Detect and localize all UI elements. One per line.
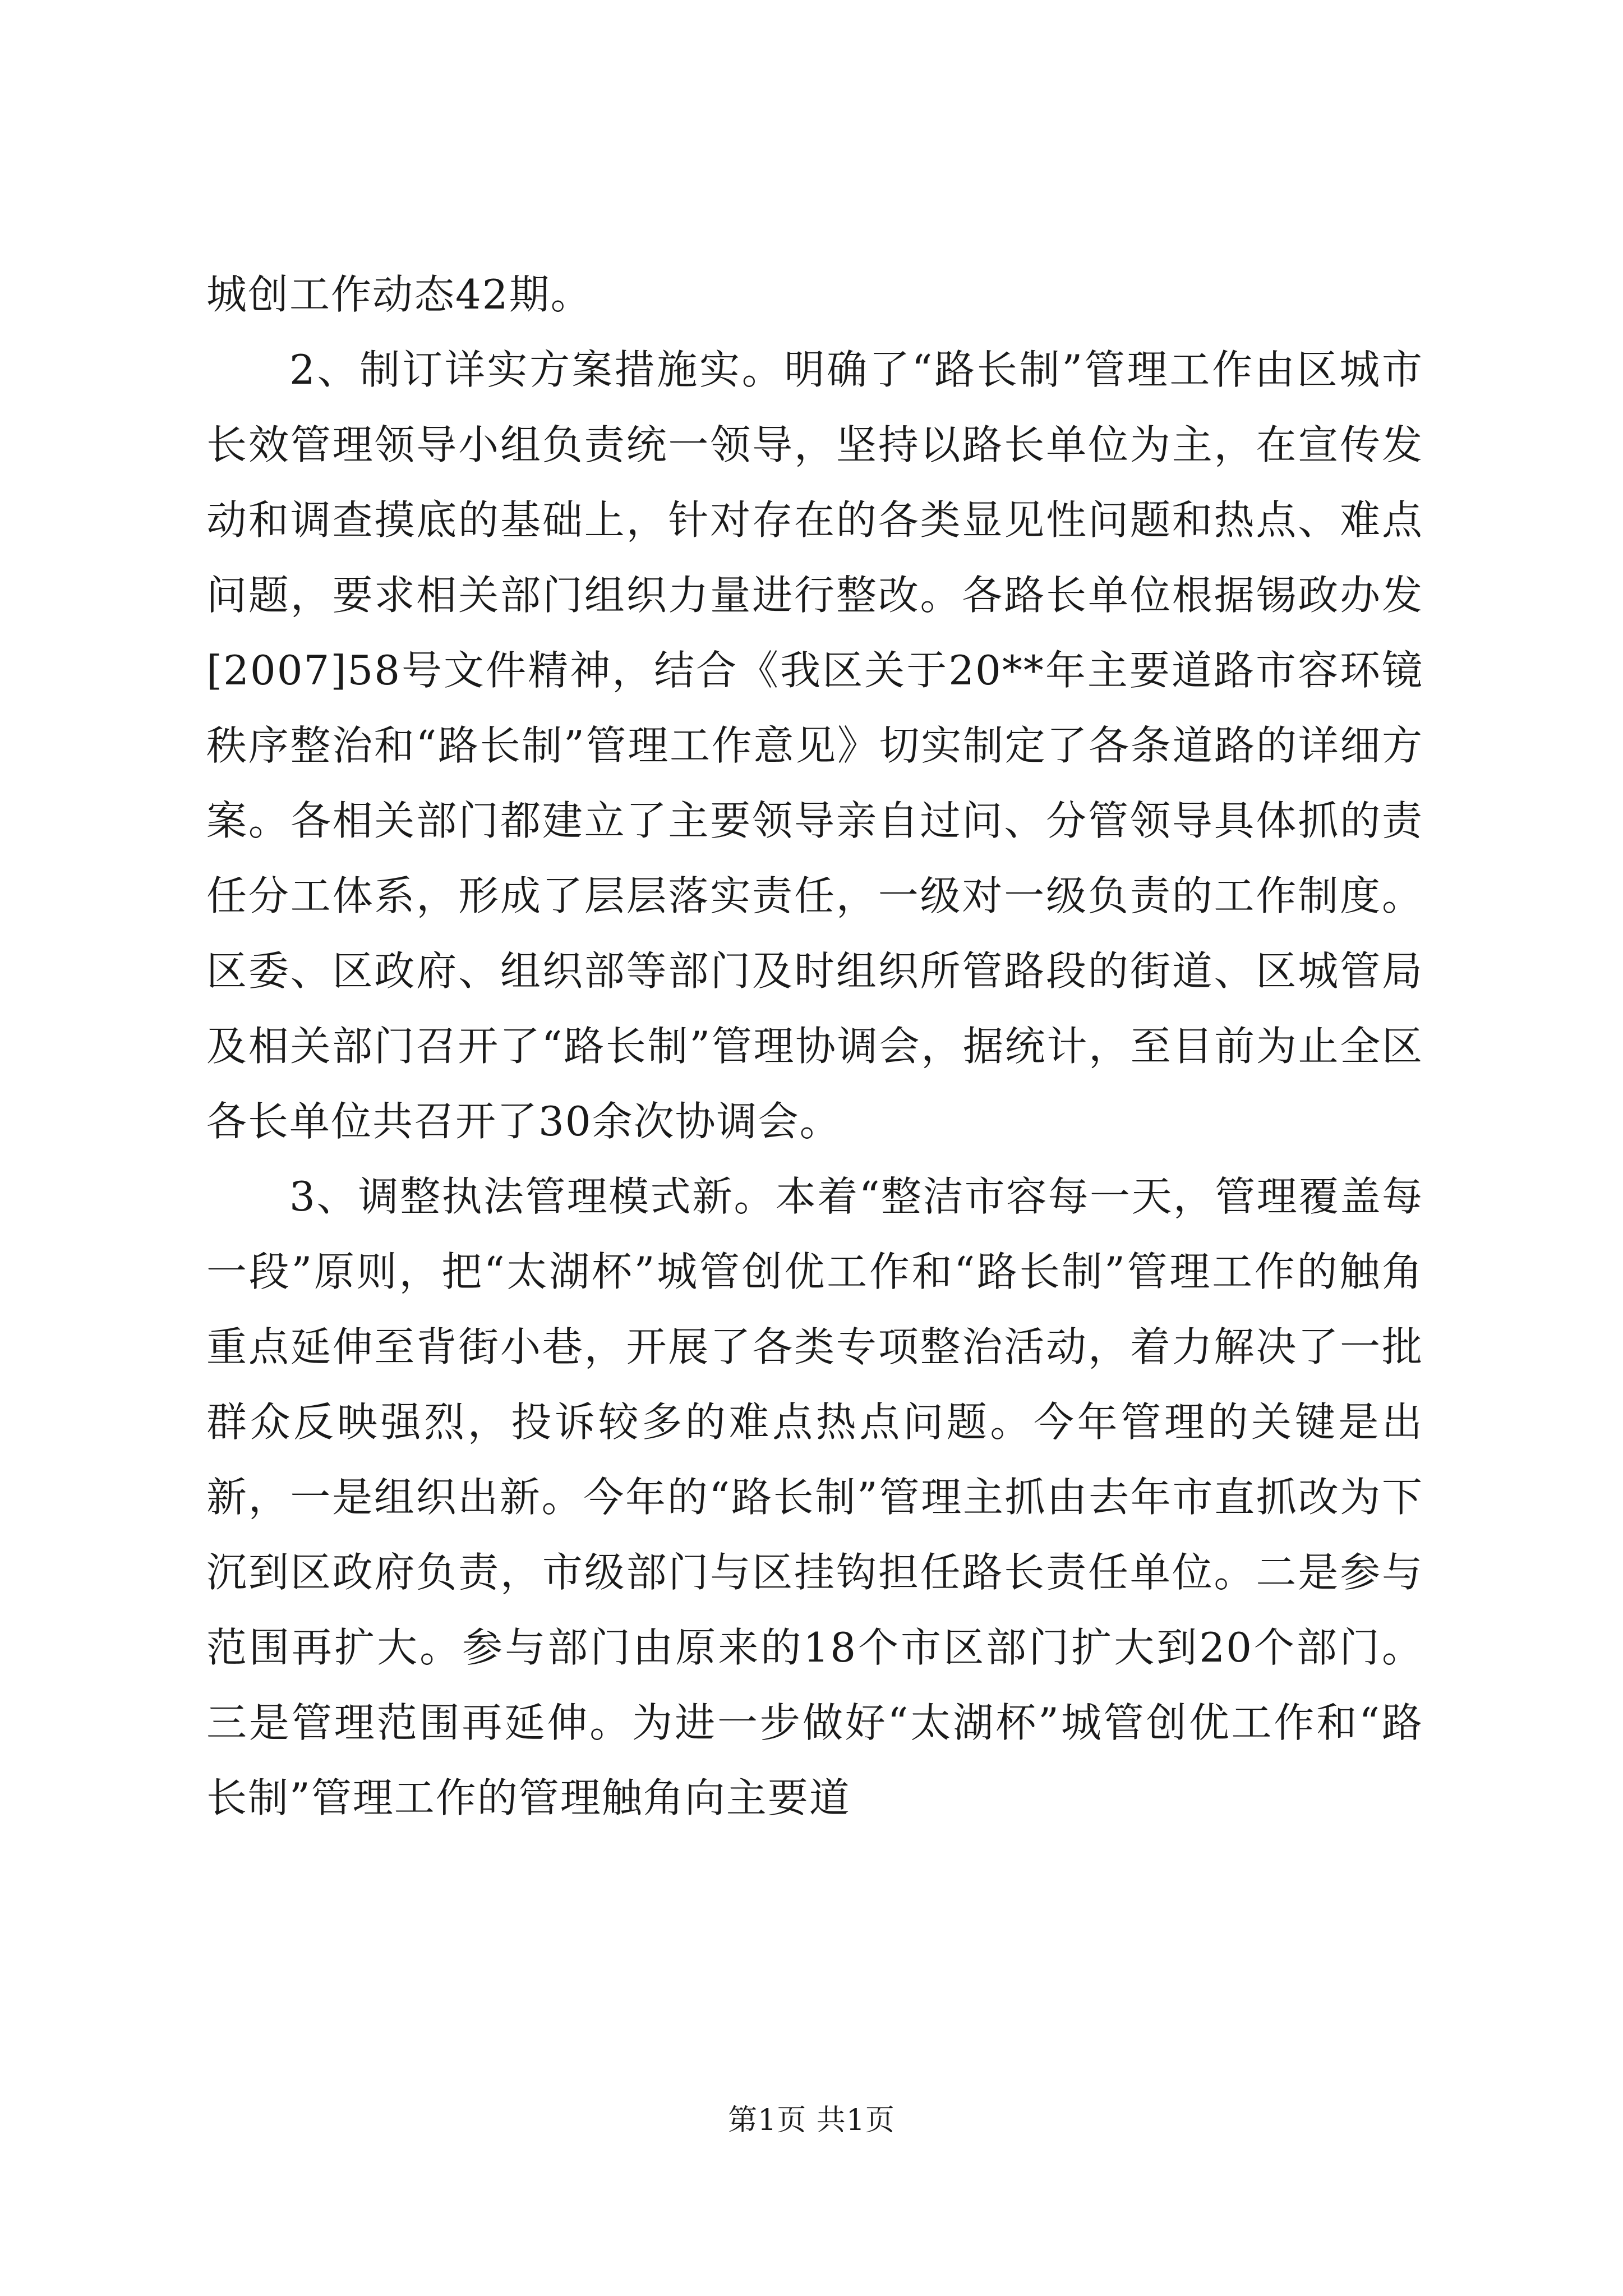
paragraph-item-3: 3、调整执法管理模式新。本着“整洁市容每一天，管理覆盖每一段”原则，把“太湖杯”城管创优工作和“路长制”管理工作的触角重点延伸至背街小巷，开展了各类专项整治活动，着力解决了一批群众反映强烈，投诉较多的难点热点问题。今年管理的关键是出新，一是组织出新。今年的“路长制”管理主抓由去年市直抓改为下沉到区政府负责，市级部门与区挂钩担任路长责任单位。二是参与范围再扩大。参与部门由原来的18个市区部门扩大到20个部门。三是管理范围再延伸。为进一步做好“太湖杯”城管创优工作和“路长制”管理工作的管理触角向主要道 [206,1173,1423,1821]
paragraph-continuation: 城创工作动态42期。 [206,271,592,318]
document-body [206,257,1423,1835]
paragraph-item-2: 2、制订详实方案措施实。明确了“路长制”管理工作由区城市长效管理领导小组负责统一领导，坚持以路长单位为主，在宣传发动和调查摸底的基础上，针对存在的各类显见性问题和热点、难点问题，要求相关部门组织力量进行整改。各路长单位根据锡政办发[2007]58号文件精神，结合《我区关于20**年主要道路市容环镜秩序整治和“路长制”管理工作意见》切实制定了各条道路的详细方案。各相关部门都建立了主要领导亲自过问、分管领导具体抓的责任分工体系，形成了层层落实责任，一级对一级负责的工作制度。区委、区政府、组织部等部门及时组织所管路段的街道、区城管局及相关部门召开了“路长制”管理协调会，据统计，至目前为止全区各长单位共召开了30余次协调会。 [206,346,1423,1145]
page-footer: 第1页 共1页 [728,2104,895,2137]
